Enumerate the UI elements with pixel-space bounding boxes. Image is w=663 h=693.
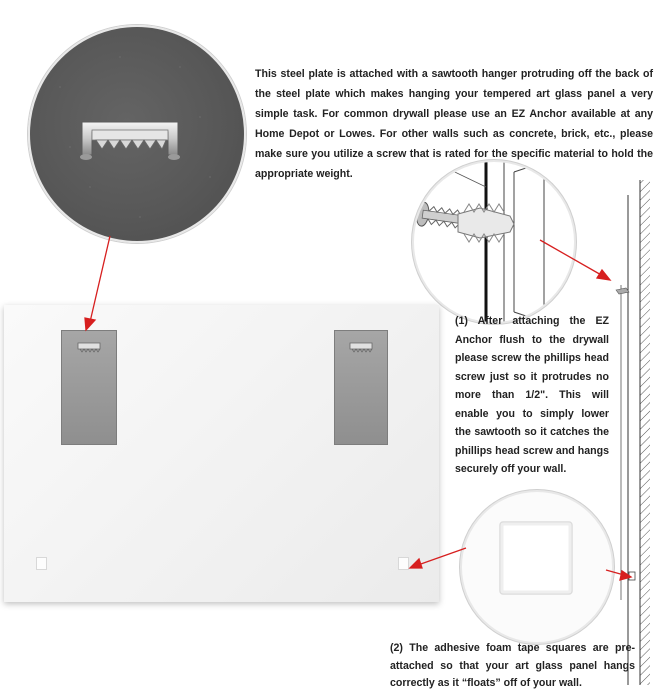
steel-plate-right [334,330,388,445]
art-glass-panel [4,305,439,602]
steel-plate-left [61,330,117,445]
sawtooth-hanger-icon [30,27,244,241]
step-1-text: (1) After attaching the EZ Anchor flush to the drywall please screw the phillips head screw just so it protrudes no more than 1/2". This will enable you to simply lower the sawtooth so it catches the phillips head screw and hangs securely off your wall. [455,315,609,475]
foam-square-icon [462,492,612,642]
plate-zoom-circle [28,25,246,243]
step-2-text: (2) The adhesive foam tape squares are pre-attached so that your art glass panel hangs correctly as it “floats” off of your wall. [390,642,635,689]
ez-anchor-screw-icon [414,162,574,322]
wall-section [616,180,650,685]
foam-square-right [398,557,409,570]
foam-zoom-circle [460,490,614,644]
anchor-zoom-circle [412,160,576,324]
foam-square-left [36,557,47,570]
intro-text: This steel plate is attached with a sawtooth hanger protruding off the back of the steel plate which makes hanging your tempered art glass panel a very simple task. For common drywall please use an EZ Anchor available at any Home Depot or Lowes. For other walls such as concrete, brick, etc., please make sure you utilize a screw that is rated for the specific material to hold the appropriate weight. [255,68,653,180]
